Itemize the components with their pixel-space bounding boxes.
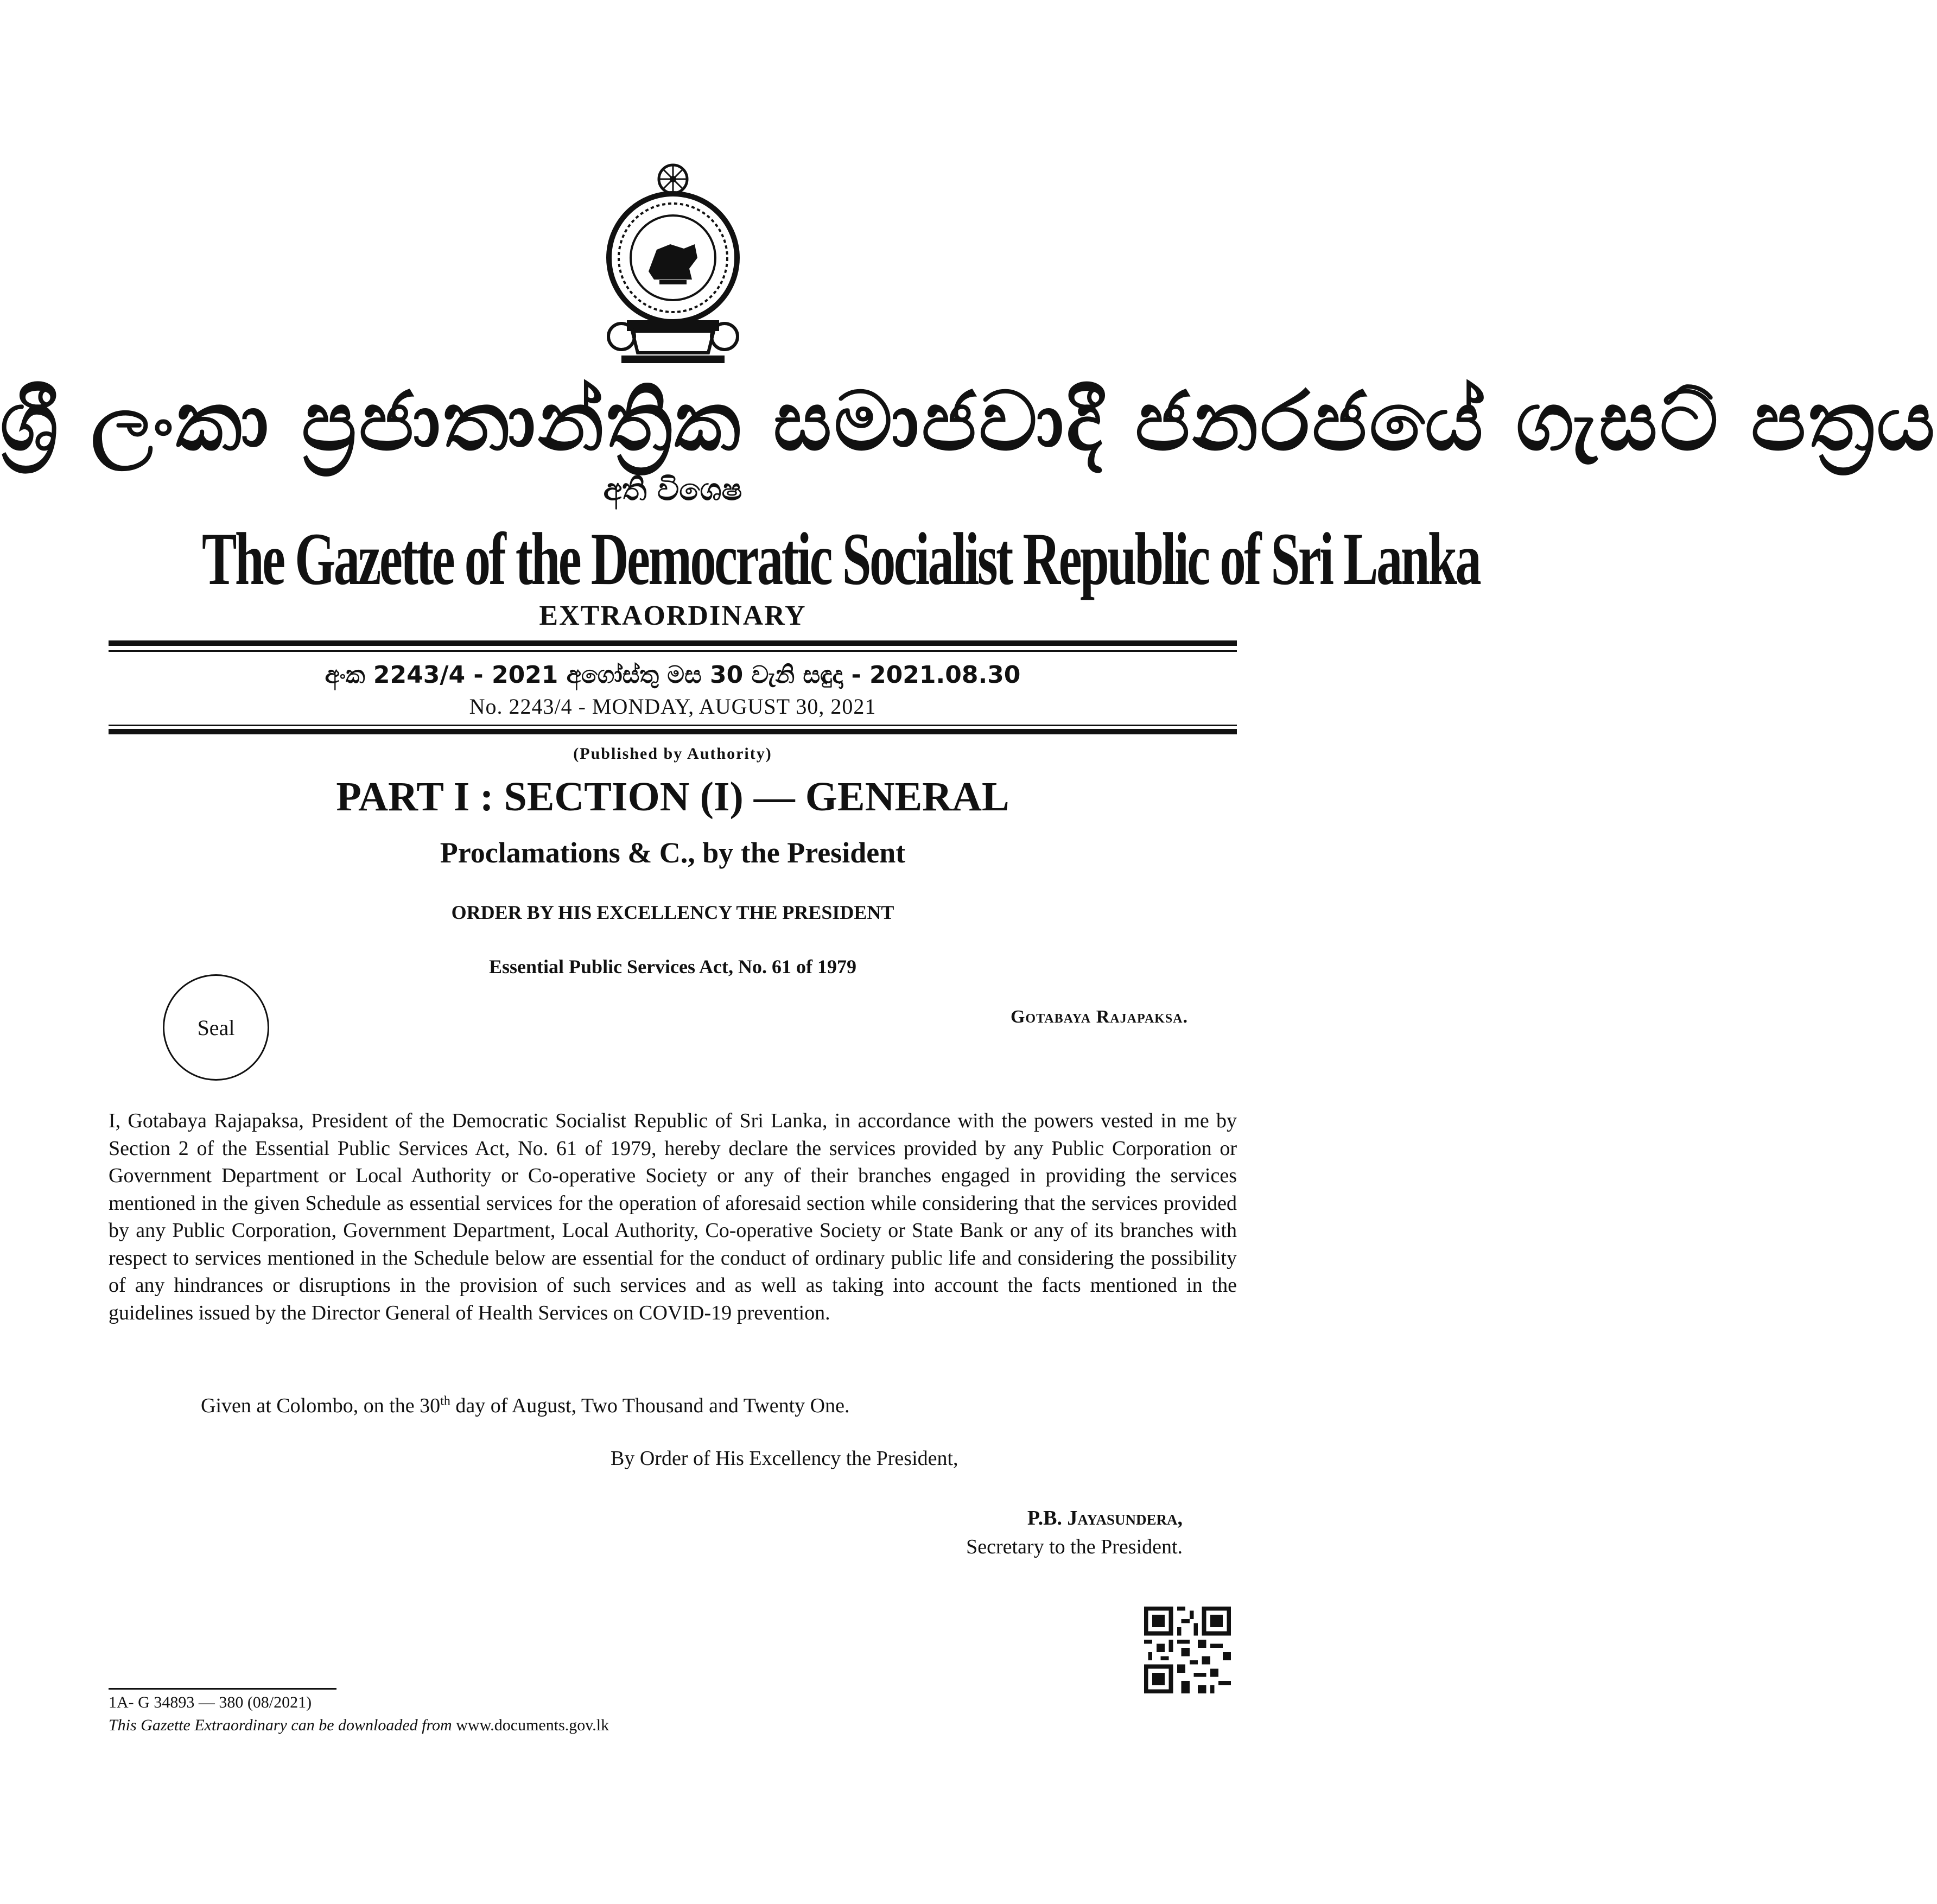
order-body-text: I, Gotabaya Rajapaksa, President of the Democratic Socialist Republic of Sri Lanka, in accordance with the powers vested in me by Section 2 of the Essential Public Services Act, No. 61 of 1979, hereby declare the services provided by any Public Corporation or Government Department or Local Authority or Co-operative Society or any of their branches engaged in providing the services mentioned in the given Schedule as essential services for the operation of aforesaid section while considering that the services provided by any Public Corporation, Government Department, Local Authority, Co-operative Society or State Bank or any of its branches with respect to services mentioned in the Schedule below are essential for the conduct of ordinary public life and considering the possibility of any hindrances or disruptions in the provision of such services and as well as taking into account the facts mentioned in the guidelines issued by the Director General of Health Services on COVID-19 prevention. (109, 1109, 1237, 1324)
secretary-name: P.B. Jayasundera, (1027, 1507, 1183, 1529)
given-suffix: day of August, Two Thousand and Twenty One. (450, 1394, 850, 1417)
proclamations-heading: Proclamations & C., by the President (440, 836, 906, 869)
seal-circle (163, 974, 269, 1081)
order-title: ORDER BY HIS EXCELLENCY THE PRESIDENT (451, 902, 894, 923)
given-at-line (201, 1394, 849, 1418)
published-by-authority: (Published by Authority) (573, 745, 772, 763)
secretary-title: Secretary to the President. (966, 1535, 1183, 1558)
by-order-line: By Order of His Excellency the President, (611, 1447, 958, 1470)
header-rule-bottom-thin (109, 725, 1237, 726)
footer-download-line (109, 1716, 609, 1735)
part-heading: PART I : SECTION (I) — GENERAL (336, 774, 1009, 820)
act-title: Essential Public Services Act, No. 61 of 1979 (489, 956, 856, 978)
footer-url-link[interactable]: www.documents.gov.lk (456, 1716, 609, 1734)
given-sup: th (440, 1394, 450, 1408)
issue-line-english: No. 2243/4 - MONDAY, AUGUST 30, 2021 (469, 694, 877, 719)
qr-code-icon (1144, 1607, 1231, 1693)
gazette-sinhala-title: ශ්‍රී ලංකා ප්‍රජාතාන්ත්‍රික සමාජවාදී ජනරජයේ ගැසට් පත්‍රය (0, 375, 1937, 469)
edition-label: EXTRAORDINARY (539, 600, 806, 631)
header-rule-top-thin (109, 650, 1237, 652)
given-prefix: Given at Colombo, on the 30 (201, 1394, 441, 1417)
issue-line-sinhala: අංක 2243/4 - 2021 අගෝස්තු මස 30 වැනි සඳුදා - 2021.08.30 (325, 661, 1021, 689)
footer-code: 1A- G 34893 — 380 (08/2021) (109, 1693, 312, 1711)
footer-rule (109, 1688, 336, 1690)
gazette-english-title: The Gazette of the Democratic Socialist Republic of Sri Lanka (202, 517, 1480, 600)
header-rule-bottom (109, 729, 1237, 734)
gazette-sinhala-subtitle: අති විශෙෂ (603, 472, 742, 507)
header-rule-top (109, 640, 1237, 646)
footer-download-text: This Gazette Extraordinary can be downloaded from (109, 1716, 452, 1734)
sri-lanka-emblem-icon (589, 157, 757, 369)
president-signatory: Gotabaya Rajapaksa. (1010, 1007, 1188, 1027)
seal-label: Seal (197, 1015, 235, 1040)
